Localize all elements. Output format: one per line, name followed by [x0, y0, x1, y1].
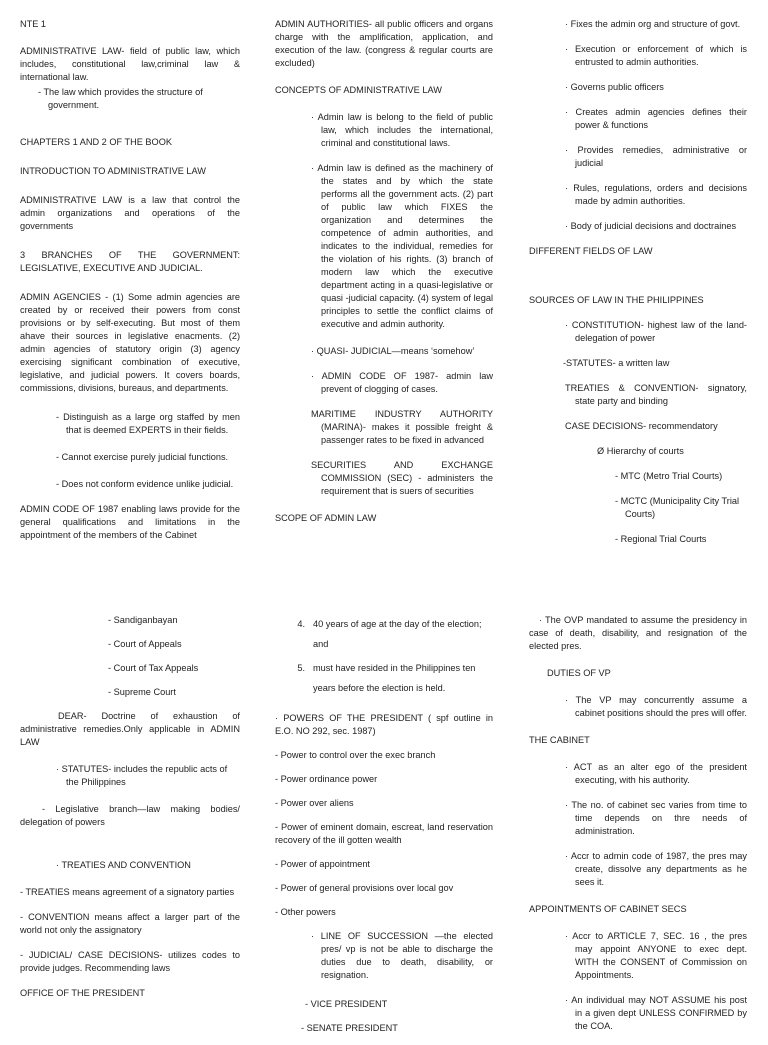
top-column-3 [529, 18, 747, 556]
court-item: - Court of Appeals [108, 639, 182, 649]
judicial-definition: - JUDICIAL/ CASE DECISIONS- utilizes codes to provide judges. Recommending laws [20, 950, 240, 973]
scope-item: · Fixes the admin org and structure of govt. [565, 19, 741, 29]
scope-heading: SCOPE OF ADMIN LAW [275, 513, 377, 523]
quasi-judicial-bullet: · QUASI- JUDICIAL—means ‘somehow’ [311, 346, 475, 356]
office-heading: OFFICE OF THE PRESIDENT [20, 988, 145, 998]
agency-bullet: - Does not conform evidence unlike judicial. [56, 479, 234, 489]
concepts-heading: CONCEPTS OF ADMINISTRATIVE LAW [275, 85, 442, 95]
appointment-item: · An individual may NOT ASSUME his post in a given dept UNLESS CONFIRMED by the COA. [565, 995, 747, 1031]
admin-law-subpoint: - The law which provides the structure of government. [38, 87, 203, 110]
successor-item: - SENATE PRESIDENT [301, 1023, 398, 1033]
top-column-2 [275, 18, 493, 535]
fields-heading: DIFFERENT FIELDS OF LAW [529, 246, 653, 256]
cabinet-item: · The no. of cabinet sec varies from time to time depends on thre needs of administration. [565, 800, 747, 836]
admin-code-paragraph: ADMIN CODE OF 1987 enabling laws provide for the general qualifications and limitations in the appointment of the members of the Cabinet [20, 504, 240, 540]
court-item: - MCTC (Municipality City Trial Courts) [615, 496, 740, 519]
cabinet-heading: THE CABINET [529, 735, 590, 745]
bottom-column-3 [529, 614, 747, 1043]
statutes-bullet: · STATUTES- includes the republic acts of the Philippines [56, 764, 228, 787]
agency-bullet: - Distinguish as a large org staffed by men that is deemed EXPERTS in their fields. [56, 412, 240, 435]
scope-item: · Governs public officers [565, 82, 664, 92]
hierarchy-item: Ø Hierarchy of courts [597, 446, 684, 456]
concept-bullet: · Admin law is defined as the machinery of the states and by which the state performs all the government acts. (2) part of public law which FIXES the organization and determines the competence of admin authorities, and indicates to the individual, remedies for the violation of his rights. (3) branch of modern law which the executive department acting in a quasi-legislative or quasi -judicial capacity. (4) system of legal principles to settle the conflict claims of executive and admin authority. [311, 163, 493, 329]
admin-law-paragraph: ADMINISTRATIVE LAW is a law that control the admin organizations and operations of the governments [20, 195, 240, 231]
court-item: - Sandiganbayan [108, 615, 178, 625]
treaties-item: TREATIES & CONVENTION- signatory, state party and binding [565, 383, 747, 406]
power-item: - Other powers [275, 907, 336, 917]
list-number: 5. [297, 663, 305, 673]
requirement-item-4 [275, 614, 493, 654]
court-item: - Supreme Court [108, 687, 176, 697]
concept-bullet: · Admin law is belong to the field of public law, which includes the international, criminal and constitutional laws. [311, 112, 493, 148]
succession-bullet: · LINE OF SUCCESSION —the elected pres/ vp is not be able to discharge the duties due to death, disability, or resignation. [311, 931, 493, 980]
cabinet-item: · ACT as an alter ego of the president executing, with his authority. [565, 762, 747, 785]
scope-item: · Body of judicial decisions and doctraines [565, 221, 737, 231]
power-item: - Power ordinance power [275, 774, 378, 784]
agency-bullet: - Cannot exercise purely judicial functions. [56, 452, 229, 462]
branches-paragraph: 3 BRANCHES OF THE GOVERNMENT: LEGISLATIVE, EXECUTIVE AND JUDICIAL. [20, 250, 240, 273]
case-decisions-item: CASE DECISIONS- recommendatory [565, 421, 718, 431]
requirement-text: must have resided in the Philippines ten years before the election is held. [313, 663, 476, 693]
legislative-paragraph: - Legislative branch—law making bodies/ delegation of powers [20, 804, 240, 827]
ovp-paragraph: · The OVP mandated to assume the presidency in case of death, disability, and resignation of the elected pres. [529, 615, 747, 651]
court-item: - MTC (Metro Trial Courts) [615, 471, 723, 481]
duties-heading: DUTIES OF VP [547, 668, 611, 678]
scope-item: · Creates admin agencies defines their power & functions [565, 107, 747, 130]
admin-agencies-paragraph: ADMIN AGENCIES - (1) Some admin agencies are created by or received their powers from const provisions or by self-executing. But most of them ahave their sources in legislative enacments. (2) admin agencies of statutory origin (3) agency exercising significant combination of executive, legislative, and judicial powers. It covers boards, commissions, divisions, bureaus, and departments. [20, 292, 240, 393]
scope-item: · Execution or enforcement of which is entrusted to admin authorities. [565, 44, 747, 67]
requirement-item-5 [275, 658, 493, 698]
cabinet-item: · Accr to admin code of 1987, the pres may create, dissolve any departments as he sees it. [565, 851, 747, 887]
power-item: - Power of general provisions over local gov [275, 883, 454, 893]
requirement-text: 40 years of age at the day of the election; and [313, 619, 482, 649]
top-column-1 [20, 18, 240, 552]
convention-definition: - CONVENTION means affect a larger part of the world not only the assignatory [20, 912, 240, 935]
dear-paragraph: DEAR- Doctrine of exhaustion of administrative remedies.Only applicable in ADMIN LAW [20, 711, 240, 747]
scope-item: · Provides remedies, administrative or judicial [565, 145, 747, 168]
chapters-heading: CHAPTERS 1 AND 2 OF THE BOOK [20, 137, 172, 147]
bottom-column-1 [20, 614, 240, 1010]
treaties-definition: - TREATIES means agreement of a signatory parties [20, 887, 235, 897]
appointment-item: · Accr to ARTICLE 7, SEC. 16 , the pres may appoint ANYONE to exec dept. WITH the CONSENT of Commission on Appointments. [565, 931, 747, 980]
power-item: - Power of eminent domain, escreat, land reservation recovery of the ill gotten wealth [275, 822, 493, 845]
list-number: 4. [297, 619, 305, 629]
sec-paragraph: SECURITIES AND EXCHANGE COMMISSION (SEC) - administers the requirement that is suers of securities [311, 460, 493, 496]
powers-heading: · POWERS OF THE PRESIDENT ( spf outline in E.O. NO 292, sec. 1987) [275, 713, 493, 736]
treaties-heading: · TREATIES AND CONVENTION [56, 860, 191, 870]
intro-heading: INTRODUCTION TO ADMINISTRATIVE LAW [20, 166, 206, 176]
marina-paragraph: MARITIME INDUSTRY AUTHORITY (MARINA)- makes it possible freight & passenger rates to be fixed in advanced [311, 409, 493, 445]
power-item: - Power over aliens [275, 798, 354, 808]
scope-item: · Rules, regulations, orders and decisions made by admin authorities. [565, 183, 747, 206]
power-item: - Power of appointment [275, 859, 370, 869]
statutes-item: -STATUTES- a written law [563, 358, 670, 368]
admin-authorities-paragraph: ADMIN AUTHORITIES- all public officers and organs charge with the amplification, application, and execution of the law. (congress & regular courts are excluded) [275, 19, 493, 68]
page-title: NTE 1 [20, 19, 47, 29]
admin-law-definition: ADMINISTRATIVE LAW- field of public law, which includes, constitutional law,criminal law & international law. [20, 46, 240, 82]
constitution-item: · CONSTITUTION- highest law of the land-delegation of power [565, 320, 747, 343]
successor-item: - VICE PRESIDENT [305, 999, 388, 1009]
vp-duty-bullet: · The VP may concurrently assume a cabinet positions should the pres will offer. [565, 695, 747, 718]
bottom-column-2 [275, 614, 493, 1045]
appointments-heading: APPOINTMENTS OF CABINET SECS [529, 904, 687, 914]
sources-heading: SOURCES OF LAW IN THE PHILIPPINES [529, 295, 704, 305]
court-item: - Court of Tax Appeals [108, 663, 199, 673]
admin-code-bullet: · ADMIN CODE OF 1987- admin law prevent of clogging of cases. [311, 371, 493, 394]
court-item: - Regional Trial Courts [615, 534, 707, 544]
power-item: - Power to control over the exec branch [275, 750, 436, 760]
